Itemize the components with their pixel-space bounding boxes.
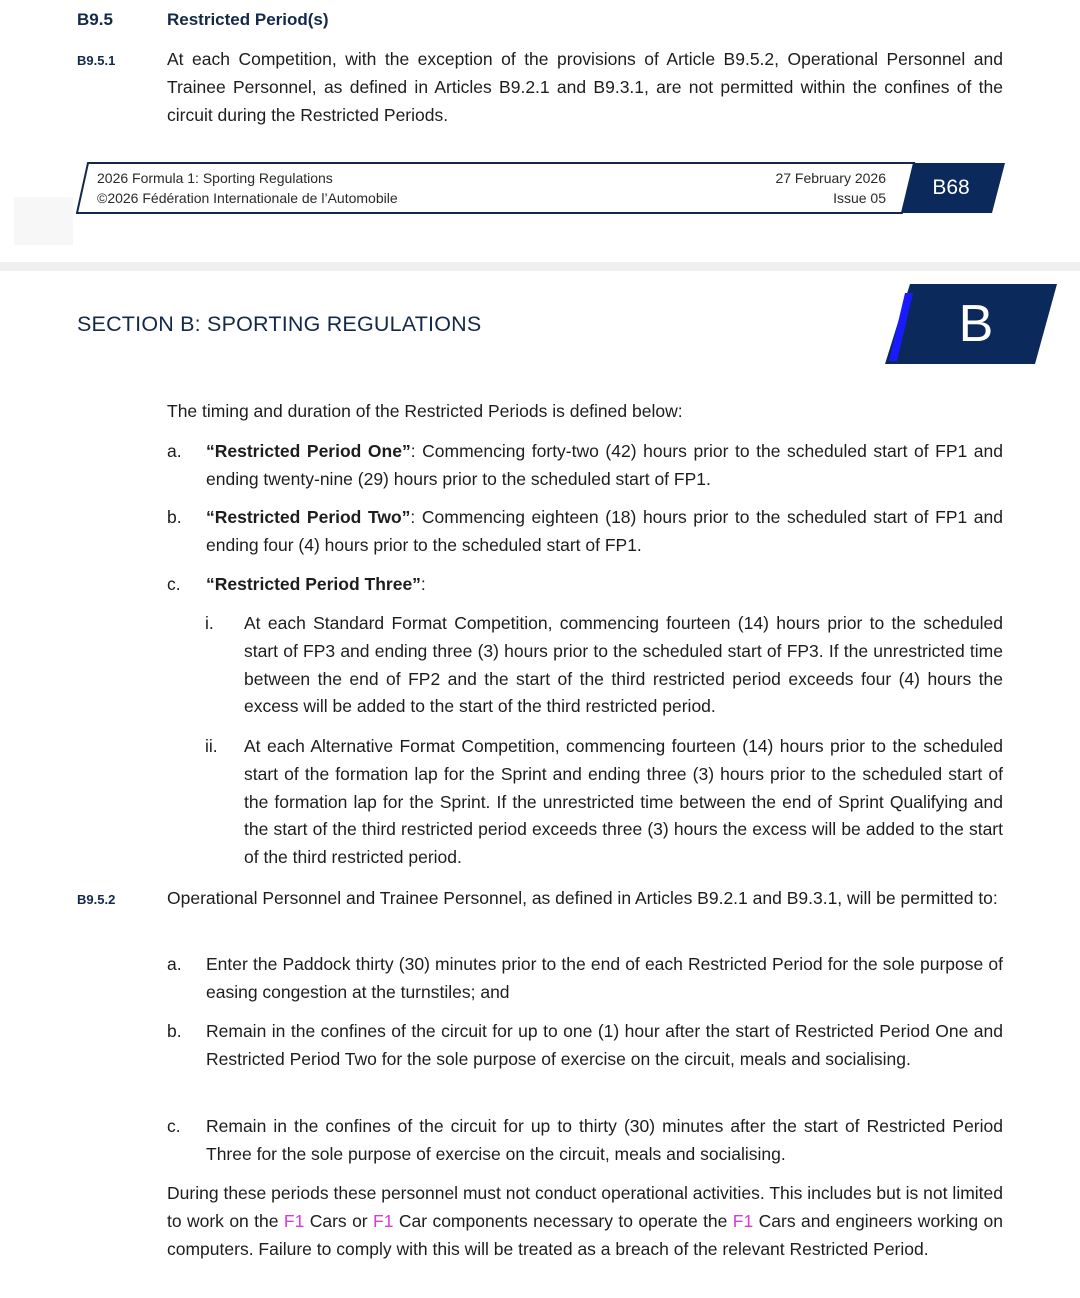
list-label: a. bbox=[167, 441, 182, 461]
subarticle-number: B9.5.2 bbox=[77, 892, 116, 907]
list-label: ii. bbox=[205, 736, 218, 756]
footer-date: 27 February 2026 bbox=[775, 170, 886, 186]
scan-artifact bbox=[14, 197, 73, 245]
period-one bbox=[206, 438, 1003, 494]
subarticle-text: Operational Personnel and Trainee Personnel, as defined in Articles B9.2.1 and B9.3.1, will be permitted to: bbox=[167, 888, 998, 908]
period-two bbox=[206, 504, 1003, 560]
period-two-text: : Commencing eighteen (18) hours prior to the scheduled start of FP1 and ending four (4) hours prior to the scheduled start of FP1. bbox=[206, 507, 1003, 555]
footer-issue: Issue 05 bbox=[833, 190, 886, 206]
footer-copyright: ©2026 Fédération Internationale de l’Automobile bbox=[97, 190, 398, 206]
period-three-alternative: At each Alternative Format Competition, commencing fourteen (14) hours prior to the scheduled start of the formation lap for the Sprint and ending three (3) hours prior to the scheduled start of the formation lap for the Sprint. If the unrestricted time between the end of Sprint Qualifying and the start of the third restricted period exceeds three (3) hours the excess will be added to the start of the third restricted period. bbox=[244, 736, 1003, 868]
term-restricted-period-one: “Restricted Period One” bbox=[206, 441, 411, 461]
list-label: c. bbox=[167, 574, 181, 594]
footer-page-number: B68 bbox=[932, 176, 970, 199]
article-title: Restricted Period(s) bbox=[167, 10, 329, 29]
subarticle-text: At each Competition, with the exception of the provisions of Article B9.5.2, Operational Personnel and Trainee Personnel, as defined in Articles B9.2.1 and B9.3.1, are not permitted within the confines of the circuit during the Restricted Periods. bbox=[167, 49, 1003, 125]
period-one-text: : Commencing forty-two (42) hours prior to the scheduled start of FP1 and ending twenty-nine (29) hours prior to the scheduled start of FP1. bbox=[206, 441, 1003, 489]
permission-item: Remain in the confines of the circuit for up to thirty (30) minutes after the start of Restricted Period Three for the sole purpose of exercise on the circuit, meals and socialising. bbox=[206, 1116, 1003, 1164]
list-label: c. bbox=[167, 1116, 181, 1136]
period-three-standard: At each Standard Format Competition, commencing fourteen (14) hours prior to the scheduled start of FP3 and ending three (3) hours prior to the scheduled start of FP3. If the unrestricted time between the end of FP2 and the start of the third restricted period exceeds four (4) hours the excess will be added to the start of the third restricted period. bbox=[244, 613, 1003, 717]
period-three bbox=[206, 571, 1003, 599]
permission-item: Remain in the confines of the circuit for up to one (1) hour after the start of Restricted Period One and Restricted Period Two for the sole purpose of exercise on the circuit, meals and socialising. bbox=[206, 1021, 1003, 1069]
f1-term: F1 bbox=[283, 1210, 305, 1231]
section-letter: B bbox=[958, 295, 994, 353]
list-label: b. bbox=[167, 507, 182, 527]
page-divider bbox=[0, 262, 1080, 271]
term-restricted-period-two: “Restricted Period Two” bbox=[206, 507, 411, 527]
list-label: a. bbox=[167, 954, 182, 974]
f1-term: F1 bbox=[373, 1210, 394, 1231]
f1-term: F1 bbox=[732, 1210, 754, 1231]
article-number: B9.5 bbox=[77, 10, 113, 29]
intro-text: The timing and duration of the Restricted Periods is defined below: bbox=[167, 401, 683, 421]
period-three-text: : bbox=[420, 574, 426, 594]
list-label: i. bbox=[205, 613, 214, 633]
term-restricted-period-three: “Restricted Period Three” bbox=[206, 574, 421, 594]
section-title: SECTION B: SPORTING REGULATIONS bbox=[77, 312, 482, 336]
closing-paragraph: During these periods these personnel must not conduct operational activities. This includes but is not limited to work on the F1 Cars or F1 Car components necessary to operate the F1 Cars and engineers working on computers. Failure to comply with this will be treated as a breach of the relevant Restricted Period. bbox=[167, 1183, 1003, 1259]
subarticle-number: B9.5.1 bbox=[77, 53, 116, 68]
list-label: b. bbox=[167, 1021, 182, 1041]
permission-item: Enter the Paddock thirty (30) minutes prior to the end of each Restricted Period for the sole purpose of easing congestion at the turnstiles; and bbox=[206, 954, 1003, 1002]
footer-document-title: 2026 Formula 1: Sporting Regulations bbox=[97, 170, 333, 186]
